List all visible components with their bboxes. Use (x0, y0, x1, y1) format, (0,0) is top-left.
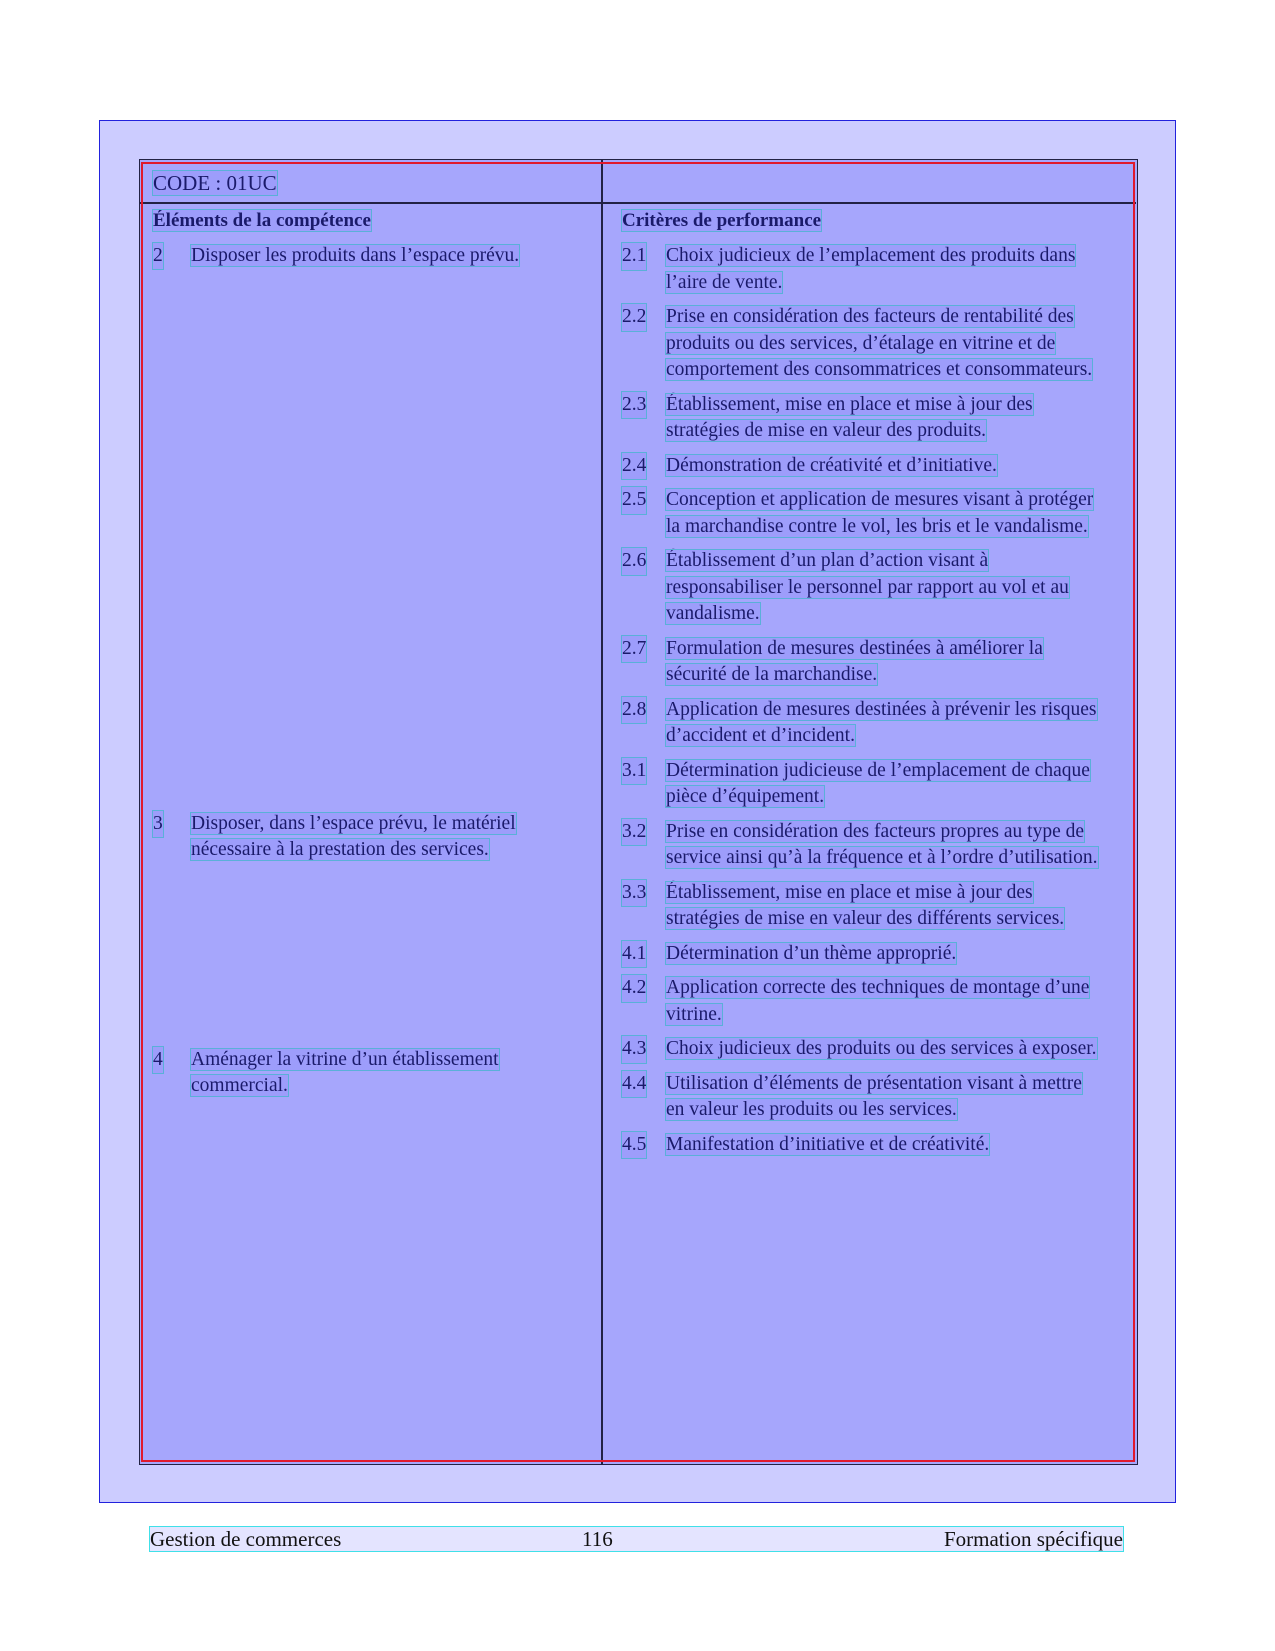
criterion-text: Application de mesures destinées à prévenir les risques d’accident et d’incident. (666, 698, 1097, 746)
criterion-item (622, 975, 1104, 1028)
criterion-item (622, 243, 1104, 296)
element-text: Disposer les produits dans l’espace prévu. (191, 245, 520, 266)
criterion-text: Application correcte des techniques de montage d’une vitrine. (666, 977, 1090, 1025)
criterion-number: 2.8 (622, 697, 646, 724)
criterion-number: 3.2 (622, 819, 646, 846)
criterion-text: Établissement d’un plan d’action visant à responsabiliser le personnel par rapport au vol et au vandalisme. (666, 550, 1069, 624)
criterion-text: Utilisation d’éléments de présentation visant à mettre en valeur les produits ou les services. (666, 1072, 1082, 1120)
criteria-column-header (622, 208, 821, 234)
criterion-text: Démonstration de créativité et d’initiative. (666, 454, 997, 476)
criterion-text: Formulation de mesures destinées à améliorer la sécurité de la marchandise. (666, 637, 1043, 685)
criterion-item (622, 880, 1104, 933)
element-number: 4 (153, 1047, 163, 1073)
criterion-number: 3.1 (622, 758, 646, 785)
criterion-text: Manifestation d’initiative et de créativité. (666, 1133, 990, 1155)
page-footer (150, 1527, 1123, 1551)
criterion-text: Établissement, mise en place et mise à jour des stratégies de mise en valeur des différents services. (666, 881, 1065, 929)
criterion-text: Établissement, mise en place et mise à jour des stratégies de mise en valeur des produits. (666, 393, 1033, 441)
criteria-list (622, 243, 1104, 1166)
criterion-text: Prise en considération des facteurs de rentabilité des produits ou des services, d’étalage en vitrine et de comportement des consommatrices et consommateurs. (666, 306, 1093, 380)
criterion-item (622, 941, 1104, 968)
criterion-number: 4.5 (622, 1132, 646, 1159)
criterion-item (622, 548, 1104, 628)
criterion-text: Choix judicieux de l’emplacement des produits dans l’aire de vente. (666, 245, 1076, 293)
criterion-item (622, 487, 1104, 540)
elements-header-text: Éléments de la compétence (153, 210, 371, 231)
criterion-item (622, 1036, 1104, 1063)
criterion-text: Prise en considération des facteurs propres au type de service ainsi qu’à la fréquence et à l’ordre d’utilisation. (666, 820, 1098, 868)
criterion-item (622, 1132, 1104, 1159)
criterion-item (622, 697, 1104, 750)
criterion-item (622, 453, 1104, 480)
criterion-number: 2.6 (622, 548, 646, 575)
criterion-text: Détermination d’un thème approprié. (666, 942, 957, 964)
element-item-3 (153, 811, 593, 863)
criterion-number: 2.1 (622, 243, 646, 270)
criterion-number: 4.4 (622, 1071, 646, 1098)
criterion-text: Choix judicieux des produits ou des services à exposer. (666, 1038, 1097, 1059)
criterion-item (622, 819, 1104, 872)
criterion-number: 2.4 (622, 453, 646, 480)
criterion-number: 4.2 (622, 975, 646, 1002)
criteria-header-text: Critères de performance (622, 210, 822, 231)
elements-column-header (153, 208, 371, 234)
criterion-item (622, 392, 1104, 445)
element-number: 2 (153, 243, 163, 269)
criterion-number: 4.3 (622, 1036, 646, 1063)
footer-section-name: Formation spécifique (943, 1527, 1123, 1551)
element-text: Aménager la vitrine d’un établissement commercial. (191, 1049, 499, 1096)
element-item-4 (153, 1047, 593, 1099)
criterion-item (622, 636, 1104, 689)
criterion-number: 2.5 (622, 487, 646, 514)
code-row-divider (140, 202, 1136, 204)
competency-code (153, 170, 277, 196)
criterion-number: 2.2 (622, 304, 646, 331)
competency-code-text: CODE : 01UC (153, 171, 277, 195)
criterion-text: Conception et application de mesures visant à protéger la marchandise contre le vol, les bris et le vandalisme. (666, 489, 1094, 537)
element-text: Disposer, dans l’espace prévu, le matériel nécessaire à la prestation des services. (191, 813, 516, 860)
criterion-number: 2.7 (622, 636, 646, 663)
criterion-number: 3.3 (622, 880, 646, 907)
criterion-text: Détermination judicieuse de l’emplacement de chaque pièce d’équipement. (666, 759, 1090, 807)
criterion-item (622, 758, 1104, 811)
footer-page-number: 116 (582, 1527, 613, 1551)
criterion-item (622, 304, 1104, 384)
column-divider (601, 160, 603, 1464)
criterion-item (622, 1071, 1104, 1124)
criterion-number: 2.3 (622, 392, 646, 419)
criterion-number: 4.1 (622, 941, 646, 968)
footer-program-name: Gestion de commerces (150, 1527, 342, 1551)
element-number: 3 (153, 811, 163, 837)
element-item-2 (153, 243, 593, 269)
